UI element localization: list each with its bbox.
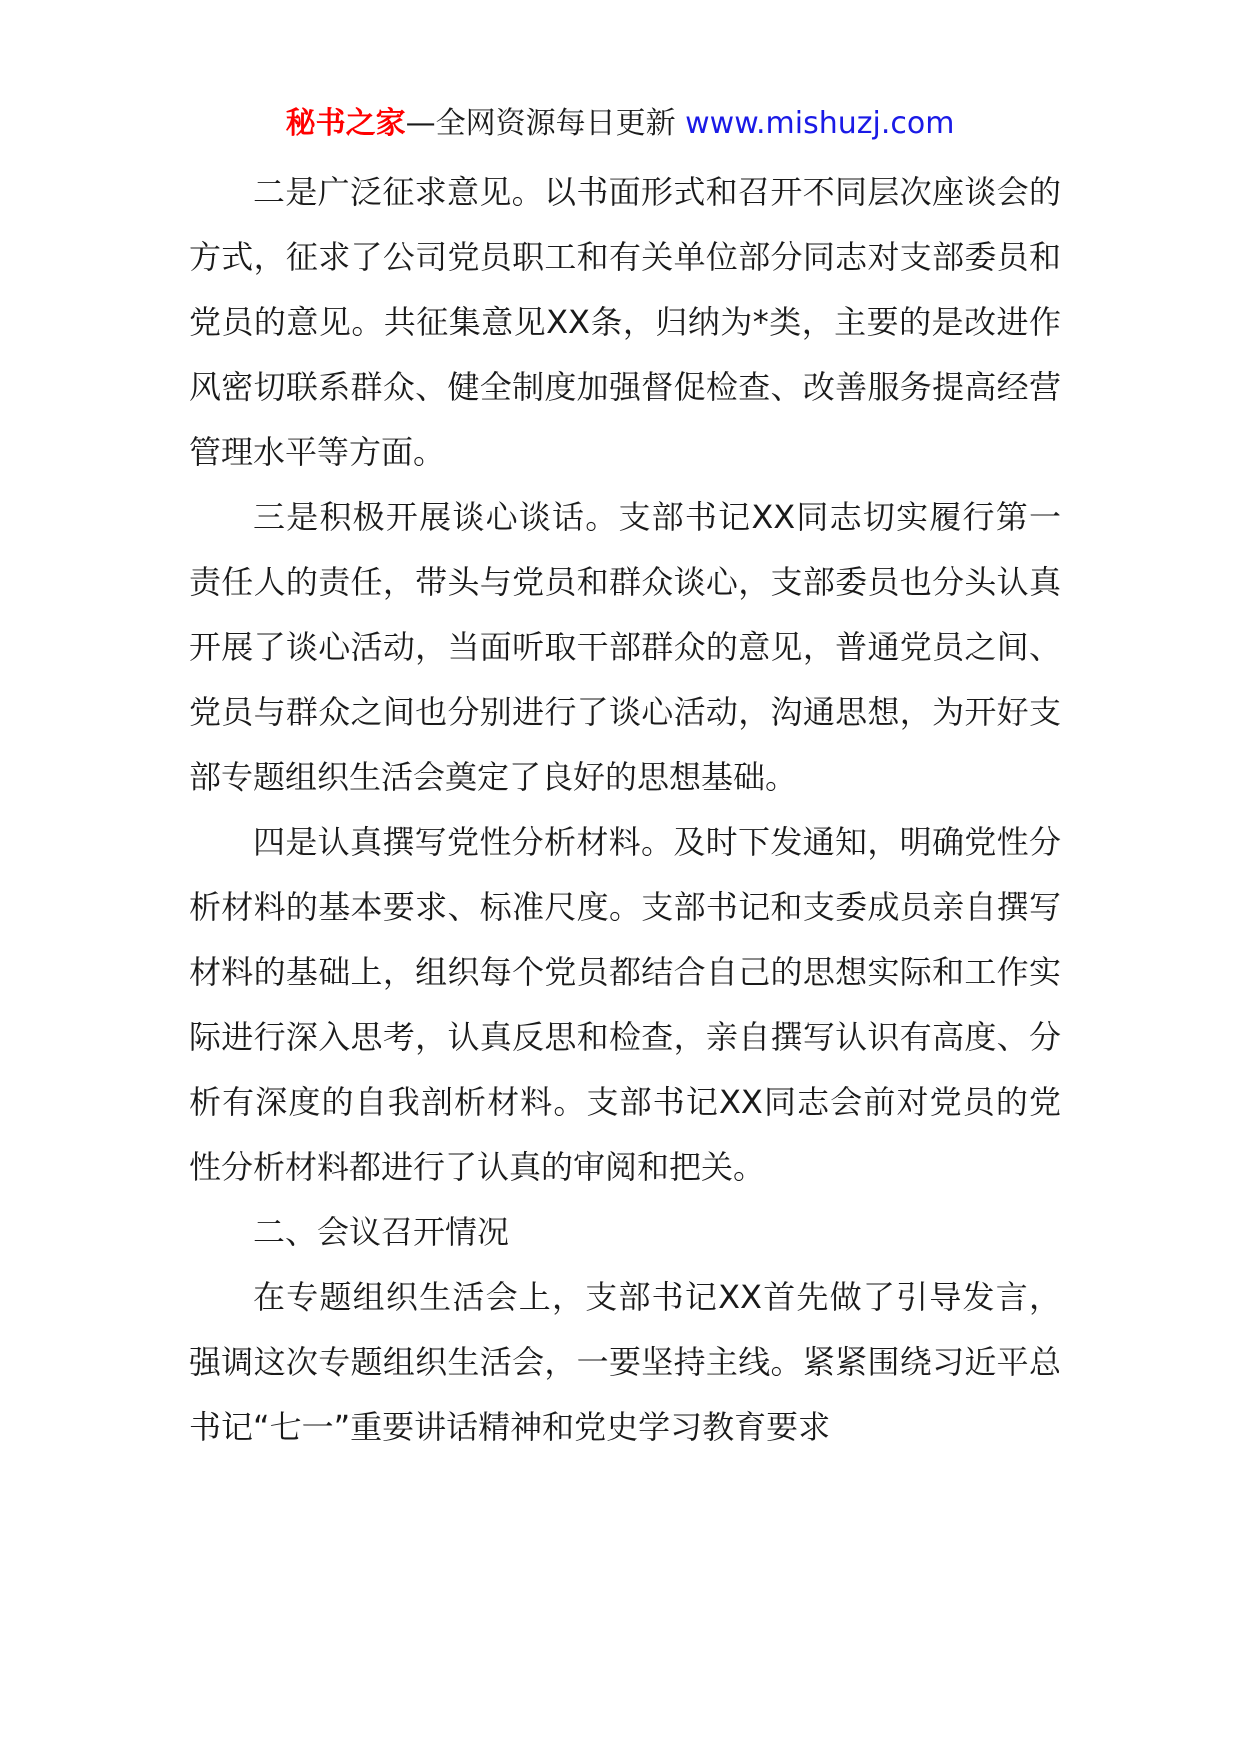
website-link[interactable]: www.mishuzj.com xyxy=(685,106,955,141)
paragraph-solicit-opinions: 二是广泛征求意见。以书面形式和召开不同层次座谈会的方式，征求了公司党员职工和有关单位部分同志对支部委员和党员的意见。共征集意见XX条，归纳为*类，主要的是改进作风密切联系群众、健全制度加强督促检查、改善服务提高经营管理水平等方面。 xyxy=(189,173,1061,471)
paragraph-heart-to-heart-talks: 三是积极开展谈心谈话。支部书记XX同志切实履行第一责任人的责任，带头与党员和群众谈心，支部委员也分头认真开展了谈心活动，当面听取干部群众的意见，普通党员之间、党员与群众之间也分别进行了谈心活动，沟通思想，为开好支部专题组织生活会奠定了良好的思想基础。 xyxy=(189,498,1061,796)
paragraph-meeting-opening: 在专题组织生活会上，支部书记XX首先做了引导发言，强调这次专题组织生活会，一要坚持主线。紧紧围绕习近平总书记“七一”重要讲话精神和党史学习教育要求 xyxy=(189,1278,1061,1446)
document-body xyxy=(189,160,1061,1460)
page-header xyxy=(0,100,1240,148)
paragraph-party-spirit-analysis: 四是认真撰写党性分析材料。及时下发通知，明确党性分析材料的基本要求、标准尺度。支部书记和支委成员亲自撰写材料的基础上，组织每个党员都结合自己的思想实际和工作实际进行深入思考，认真反思和检查，亲自撰写认识有高度、分析有深度的自我剖析材料。支部书记XX同志会前对党员的党性分析材料都进行了认真的审阅和把关。 xyxy=(189,823,1061,1186)
section-heading-meeting: 二、会议召开情况 xyxy=(253,1213,510,1251)
header-tagline: —全网资源每日更新 xyxy=(405,106,676,141)
brand-name: 秘书之家 xyxy=(285,106,406,141)
